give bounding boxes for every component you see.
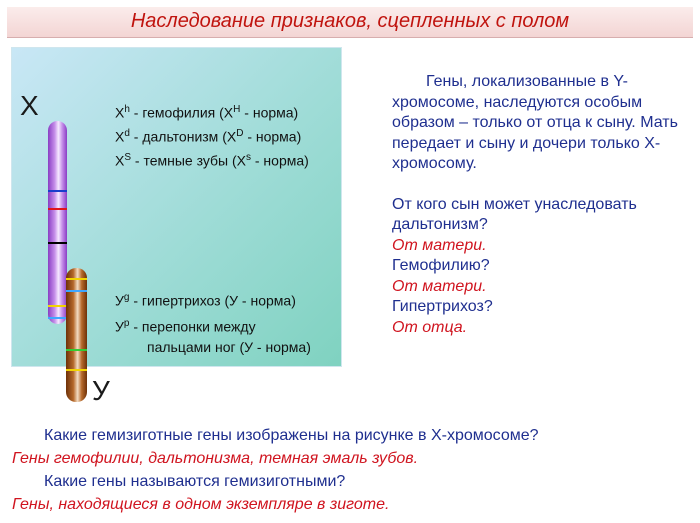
x-band-blue	[48, 317, 67, 319]
question-hypertrichosis: Гипертрихоз?	[392, 298, 493, 315]
explanation-block	[392, 72, 694, 338]
page-title: Наследование признаков, сцепленных с полом	[130, 10, 570, 32]
gene-hemophilia: $X^h$ - гемофилия ($X^H$ - норма)	[115, 104, 299, 121]
x-band-daltonism	[48, 208, 67, 210]
y-chromosome-label: У	[92, 375, 110, 406]
answer-hemophilia: От матери.	[392, 277, 487, 295]
y-band-webbing	[66, 369, 87, 371]
gene-webbed-toes: $У^p$ - перепонки между	[115, 318, 256, 335]
answer-daltonism: От матери.	[392, 236, 487, 254]
bottom-qa-block	[12, 424, 692, 516]
question-hemizygous-definition: Какие гены называются гемизиготными?	[44, 473, 346, 490]
gene-dark-teeth: $X^S$ - темные зубы ($X^s$ - норма)	[115, 152, 309, 169]
x-band-teeth	[48, 242, 67, 244]
gene-daltonism: $X^d$ - дальтонизм ($X^D$ - норма)	[115, 128, 302, 145]
intro-paragraph: Гены, локализованные в Y-хромосоме, наследуются особым образом – только от отца к сыну. Мать передает и сыну и дочери только X-хромосому.	[392, 73, 678, 172]
gene-webbed-toes-line2: пальцами ног (У - норма)	[147, 339, 311, 355]
question-daltonism: От кого сын может унаследовать дальтонизм?	[392, 195, 637, 233]
answer-hypertrichosis: От отца.	[392, 318, 468, 336]
y-chromosome	[66, 268, 87, 402]
y-band-hypertrichosis	[66, 349, 87, 351]
x-chromosome	[48, 121, 67, 324]
title-bar	[7, 7, 693, 38]
chromosome-figure	[11, 47, 342, 406]
x-band-yellow	[48, 305, 67, 307]
question-hemophilia: Гемофилию?	[392, 257, 490, 274]
x-band-hemophilia	[48, 190, 67, 192]
answer-hemizygous-definition: Гены, находящиеся в одном экземпляре в зиготе.	[12, 496, 390, 513]
y-band-yellow	[66, 278, 87, 280]
question-hemizygous-genes: Какие гемизиготные гены изображены на рисунке в X-хромосоме?	[44, 427, 539, 444]
answer-hemizygous-genes: Гены гемофилии, дальтонизма, темная эмаль зубов.	[12, 450, 419, 467]
x-chromosome-label: X	[20, 90, 39, 121]
y-band-blue	[66, 290, 87, 292]
gene-hypertrichosis: $У^g$ - гипертрихоз (У - норма)	[115, 292, 296, 309]
